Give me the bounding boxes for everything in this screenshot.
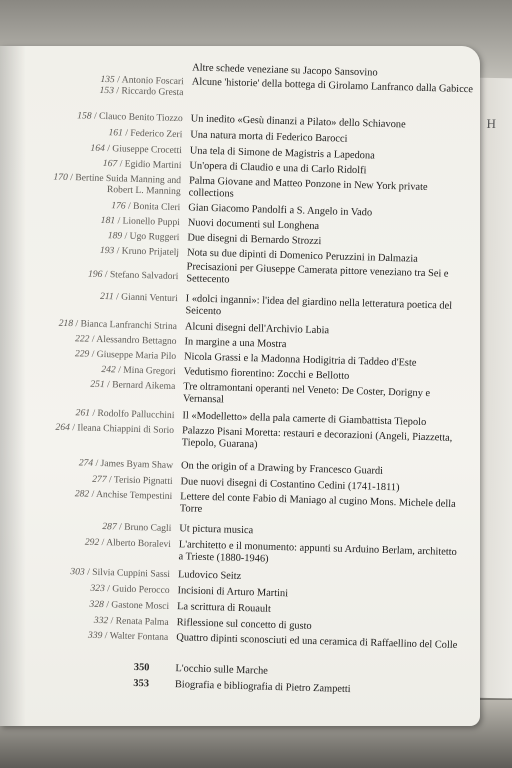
entry-author: 158 / Clauco Benito Tiozzo: [77, 110, 183, 125]
page-number: 135: [100, 73, 115, 86]
author-name: Mina Gregori: [123, 364, 176, 378]
page-number: 193: [99, 244, 115, 257]
page-number: 189: [107, 230, 123, 242]
entry-title: Un inedito «Gesù dinanzi a Pilato» dello Schiavone: [190, 113, 406, 131]
entry-author: 229 / Giuseppe Maria Pilo: [74, 348, 177, 363]
page-number: 251: [90, 378, 105, 391]
author-name: Kruno Prijatelj: [121, 245, 180, 259]
page-number: 164: [90, 142, 106, 154]
author-name: Bruno Cagli: [124, 521, 172, 534]
entry-title: Ut pictura musica: [179, 523, 254, 537]
page-number: 287: [102, 521, 117, 533]
page-number: 339: [87, 629, 103, 642]
entry-title: Nicola Grassi e la Madonna Hodigitria di Taddeo d'Este: [183, 351, 417, 369]
author-name: Federico Zeri: [130, 127, 183, 141]
entry-author: 164 / Giuseppe Crocetti: [90, 142, 183, 157]
entry-title: Vedutismo fiorentino: Zocchi e Bellotto: [183, 366, 350, 382]
author-name: Ugo Ruggeri: [129, 230, 180, 244]
entry-title: Riflessione sul concetto di gusto: [176, 617, 312, 632]
facing-page-letter: H: [486, 115, 497, 132]
page-number: 242: [101, 363, 116, 376]
entry-author: 303 / Silvia Cuppini Sassi: [70, 566, 171, 580]
author-name: Terisio Pignatti: [113, 474, 173, 488]
page-number: 158: [77, 110, 92, 122]
entry-author: 251 / Bernard Aikema: [90, 378, 176, 393]
author-name: Gianni Venturi: [121, 291, 178, 305]
entry-title: On the origin of a Drawing by Francesco Guardi: [180, 460, 384, 477]
author-name: James Byam Shaw: [100, 457, 174, 472]
entry-author: 323 / Guido Perocco: [90, 582, 170, 596]
entry-author: 277 / Terisio Pignatti: [92, 473, 173, 488]
entry-title: Una tela di Simone de Magistris a Lapedona: [189, 145, 375, 162]
entry-author: 196 / Stefano Salvadori: [87, 268, 179, 283]
entry-author: 161 / Federico Zeri: [108, 127, 183, 141]
entry-author: 274 / James Byam Shaw: [78, 457, 174, 472]
entry-author: 261 / Rodolfo Pallucchini: [75, 407, 175, 422]
author-name: Bernard Aikema: [112, 379, 176, 393]
entry-author: 328 / Gastone Mosci: [89, 598, 170, 612]
toc-entry: [0, 57, 478, 79]
author-name: Giuseppe Crocetti: [112, 143, 183, 157]
author-name: Alberto Boralevi: [105, 537, 172, 550]
author-name: Egidio Martini: [124, 158, 182, 172]
entry-title: Precisazioni per Giuseppe Camerata pittore veneziano tra Sei e Settecento: [186, 261, 449, 286]
entry-author: 211 / Gianni Venturi: [99, 290, 178, 305]
entry-title: In margine a una Mostra: [184, 336, 287, 351]
entry-title: Nuovi documenti sul Longhena: [187, 217, 320, 232]
entry-title: Palma Giovane and Matteo Ponzone in New York private collections: [188, 175, 428, 200]
author-name: Bonita Cleri: [132, 200, 181, 214]
entry-title: L'architetto e il monumento: appunti su Arduino Berlam, architetto a Trieste (1880-1946): [178, 539, 457, 565]
page-number: 292: [84, 536, 100, 548]
page-number: 274: [78, 457, 94, 469]
entry-author: 339 / Walter Fontana: [87, 629, 169, 643]
author-name: Lionello Puppi: [122, 215, 181, 229]
author-name: Alessandro Bettagno: [96, 333, 177, 348]
entry-title: Altre schede veneziane su Jacopo Sansovino: [192, 62, 378, 79]
entry-author: 292 / Alberto Boralevi: [84, 536, 172, 550]
author-name: Guido Perocco: [112, 583, 170, 596]
page-number: 323: [90, 582, 105, 595]
entry-title: La scrittura di Rouault: [176, 601, 272, 615]
entry-title: Due nuovi disegni di Costantino Cedini (1741-1811): [180, 476, 400, 494]
page-number: 264: [55, 421, 71, 434]
entry-title: Una natura morta di Federico Barocci: [190, 129, 348, 145]
entry-author: 332 / Renata Palma: [93, 614, 169, 628]
entry-author: 222 / Alessandro Bettagno: [74, 333, 177, 348]
page-number: 211: [99, 290, 114, 303]
toc-entry: [0, 108, 477, 131]
author-name: Ileana Chiappini di Sorio: [77, 422, 175, 437]
page-number: 222: [74, 333, 90, 345]
author-name: Rodolfo Pallucchini: [97, 407, 175, 422]
page-number: 181: [100, 214, 116, 227]
author-name: Walter Fontana: [109, 630, 169, 643]
author-name: Anchise Tempestini: [95, 488, 173, 502]
author-name: Giuseppe Maria Pilo: [96, 348, 177, 363]
page-number: 229: [74, 348, 90, 360]
entry-title: Incisioni di Arturo Martini: [177, 585, 289, 600]
page-number: 196: [87, 268, 103, 280]
entry-author: 181 / Lionello Puppi: [100, 214, 181, 229]
entry-title: Biografia e bibliografia di Pietro Zampetti: [174, 679, 351, 696]
entry-title: Tre oltramontani operanti nel Veneto: De Coster, Dorigny e Vernansal: [182, 381, 431, 405]
entry-title: Due disegni di Bernardo Strozzi: [187, 232, 322, 248]
author-name: Gastone Mosci: [111, 599, 170, 612]
author-name: Clauco Benito Tiozzo: [98, 110, 183, 125]
page-number: 303: [70, 566, 85, 578]
entry-title: Ludovico Seitz: [177, 569, 242, 582]
entry-author: 189 / Ugo Ruggeri: [107, 230, 180, 244]
entry-page-number: 353: [133, 677, 150, 690]
page-number: 176: [111, 200, 126, 212]
page-number: 328: [89, 598, 105, 611]
entry-author: 193 / Kruno Prijatelj: [99, 244, 180, 259]
entry-author: 167 / Egidio Martini: [102, 157, 182, 172]
entry-author: 176 / Bonita Cleri: [111, 200, 181, 214]
entry-title: Palazzo Pisani Moretta: restauri e decorazioni (Angeli, Piazzetta, Tiepolo, Guarana): [181, 425, 453, 450]
entry-author: 170 / Bertine Suida Manning and Robert L. Manning: [53, 171, 182, 198]
page-number: 332: [93, 614, 109, 627]
author-name: Stefano Salvadori: [109, 269, 179, 283]
author-name: Antonio Foscari: [121, 74, 184, 88]
page-number: 170: [53, 171, 68, 183]
entry-title: Lettere del conte Fabio di Maniago al cugino Mons. Michele della Torre: [179, 491, 456, 515]
entry-author: 135 / Antonio Foscari: [100, 73, 184, 88]
entry-author: 242 / Mina Gregori: [101, 363, 176, 378]
entry-title: L'occhio sulle Marche: [175, 663, 268, 677]
entry-title: Un'opera di Claudio e una di Carlo Ridolfi: [189, 160, 367, 177]
entry-title: Quattro dipinti sconosciuti ed una ceramica di Raffaellino del Colle: [176, 632, 458, 652]
entry-title: Il «Modelletto» della pala camerte di Giambattista Tiepolo: [182, 410, 427, 429]
entry-title: Alcuni disegni dell'Archivio Labia: [184, 321, 330, 337]
page-number: 161: [108, 127, 124, 139]
toc-entry: [0, 455, 467, 477]
entry-author: 218 / Bianca Lanfranchi Strina: [58, 317, 178, 333]
author-name: Silvia Cuppini Sassi: [92, 566, 171, 580]
entry-title: Gian Giacomo Pandolfi a S. Angelo in Vado: [188, 202, 373, 219]
entry-author: 264 / Ileana Chiappini di Sorio: [55, 421, 175, 437]
page-number: 153: [99, 84, 115, 97]
entry-title: I «dolci inganni»: l'idea del giardino nella letteratura poetica del Seicento: [185, 293, 453, 317]
author-name: Renata Palma: [115, 615, 169, 628]
author-name: Riccardo Gresta: [121, 85, 184, 99]
entry-author: 153 / Riccardo Gresta: [99, 84, 184, 99]
page-number: 277: [92, 473, 107, 486]
page-number: 261: [75, 407, 91, 419]
author-name: Bianca Lanfranchi Strina: [80, 318, 178, 333]
entry-page-number: 350: [133, 661, 150, 674]
page-number: 282: [74, 488, 90, 500]
entry-title: Nota su due dipinti di Domenico Peruzzini in Dalmazia: [186, 247, 418, 265]
entry-title: Alcune 'historie' della bottega di Girolamo Lanfranco dalla Gabicce: [191, 76, 474, 96]
page-number: 218: [58, 317, 74, 330]
author-name: Bertine Suida Manning and Robert L. Manning: [75, 172, 182, 198]
toc-entry: [0, 658, 461, 677]
page-number: 167: [102, 157, 118, 170]
entry-author: 282 / Anchise Tempestini: [74, 488, 173, 502]
entry-author: 287 / Bruno Cagli: [102, 521, 172, 534]
